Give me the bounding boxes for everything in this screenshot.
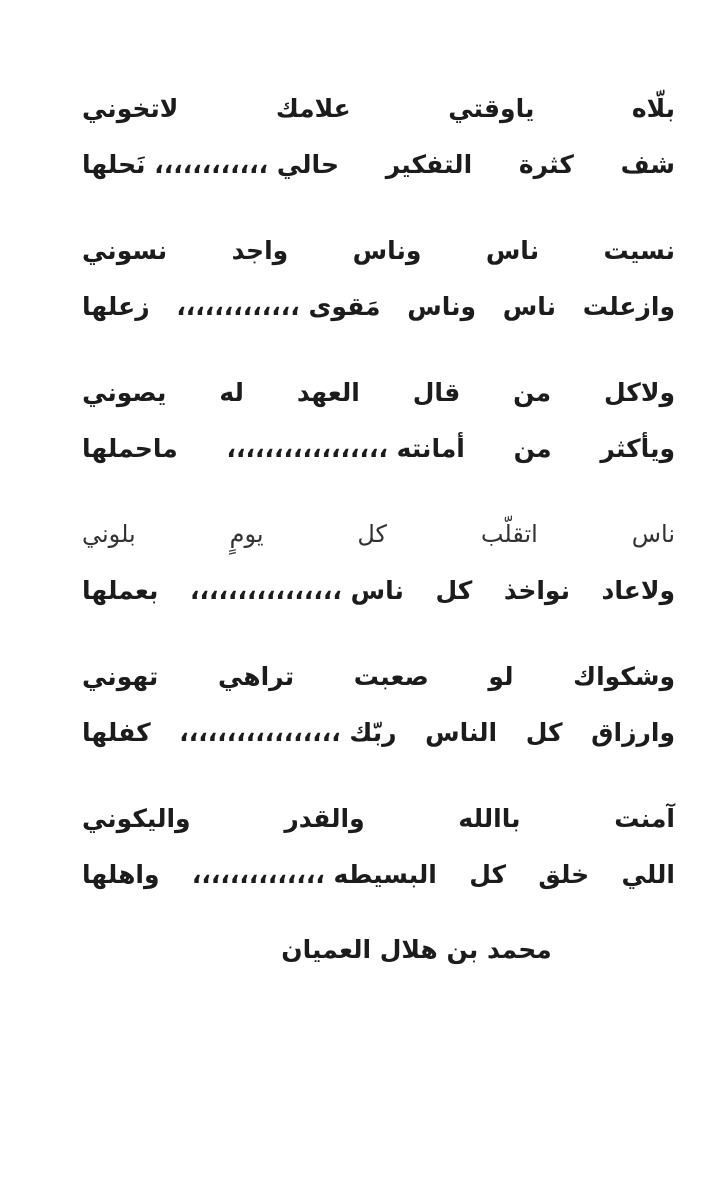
verse-line	[82, 136, 675, 192]
word: العهد	[296, 377, 360, 407]
word: اللي	[621, 859, 675, 889]
word: من	[513, 433, 552, 463]
word: البسيطه ،،،،،،،،،،،،،،	[191, 859, 437, 889]
word: ناس	[502, 291, 557, 321]
stanza-5	[82, 648, 675, 790]
stanza-1	[82, 80, 675, 222]
verse-line	[82, 278, 675, 334]
stanza-6	[82, 790, 675, 932]
stanza-3	[82, 364, 675, 506]
word: وارزاق	[591, 717, 675, 747]
word: ماحملها	[82, 433, 178, 463]
verse-line	[82, 506, 675, 562]
word: صعبت	[353, 661, 429, 691]
word: ربّك ،،،،،،،،،،،،،،،،،	[179, 717, 397, 747]
word: كل	[525, 717, 563, 747]
word: كل	[435, 575, 473, 605]
word: والقدر	[284, 803, 365, 833]
word: تهوني	[82, 661, 159, 691]
word: له	[219, 377, 244, 407]
word: لاتخوني	[82, 93, 179, 123]
word: حالي ،،،،،،،،،،،، نَحلها	[82, 149, 339, 179]
word: كل	[469, 859, 507, 889]
word: ناس ،،،،،،،،،،،،،،،،	[189, 575, 404, 605]
word: وشكواك	[573, 661, 675, 691]
word: وناس	[407, 291, 477, 321]
verse-line	[82, 648, 675, 704]
stanza-2	[82, 222, 675, 364]
word: باالله	[458, 803, 521, 833]
word: شف	[620, 149, 675, 179]
word: كفلها	[82, 717, 151, 747]
word: زعلها	[82, 291, 150, 321]
word: من	[513, 377, 552, 407]
word: واليكوني	[82, 803, 191, 833]
poet-signature: محمد بن هلال العميان	[281, 935, 552, 964]
word: مَقوى ،،،،،،،،،،،،،	[176, 291, 381, 321]
word: بعملها	[82, 575, 159, 605]
verse-line	[82, 846, 675, 902]
word: نسوني	[82, 235, 168, 265]
word: وناس	[352, 235, 422, 265]
word: ناس	[485, 235, 540, 265]
word: أمانته ،،،،،،،،،،،،،،،،،	[226, 433, 465, 463]
verse-line	[82, 364, 675, 420]
word: قال	[412, 377, 461, 407]
word: الناس	[425, 717, 498, 747]
word: اتقلّب	[480, 520, 538, 548]
word: خلق	[538, 859, 590, 889]
word: يصوني	[82, 377, 167, 407]
word: واجد	[231, 235, 289, 265]
verse-line	[82, 704, 675, 760]
verse-line	[82, 420, 675, 476]
word: ولاعاد	[601, 575, 675, 605]
word: نواخذ	[503, 575, 570, 605]
word: ياوقتي	[448, 93, 535, 123]
poem	[82, 80, 675, 932]
word: بلوني	[82, 520, 136, 548]
word: ويأكثر	[600, 433, 675, 463]
word: نسيت	[603, 235, 675, 265]
word: كثرة	[518, 149, 574, 179]
stanza-4	[82, 506, 675, 648]
word: بلّاه	[631, 93, 675, 123]
word: كل	[357, 520, 387, 548]
word: واهلها	[82, 859, 160, 889]
word: آمنت	[614, 803, 675, 833]
word: علامك	[275, 93, 351, 123]
word: لو	[488, 661, 514, 691]
word: التفكير	[385, 149, 473, 179]
verse-line	[82, 790, 675, 846]
word: تراهي	[217, 661, 295, 691]
word: ناس	[631, 520, 675, 548]
verse-line	[82, 562, 675, 618]
word: وازعلت	[582, 291, 675, 321]
verse-line	[82, 80, 675, 136]
word: يومٍ	[229, 520, 264, 548]
verse-line	[82, 222, 675, 278]
word: ولاكل	[603, 377, 675, 407]
